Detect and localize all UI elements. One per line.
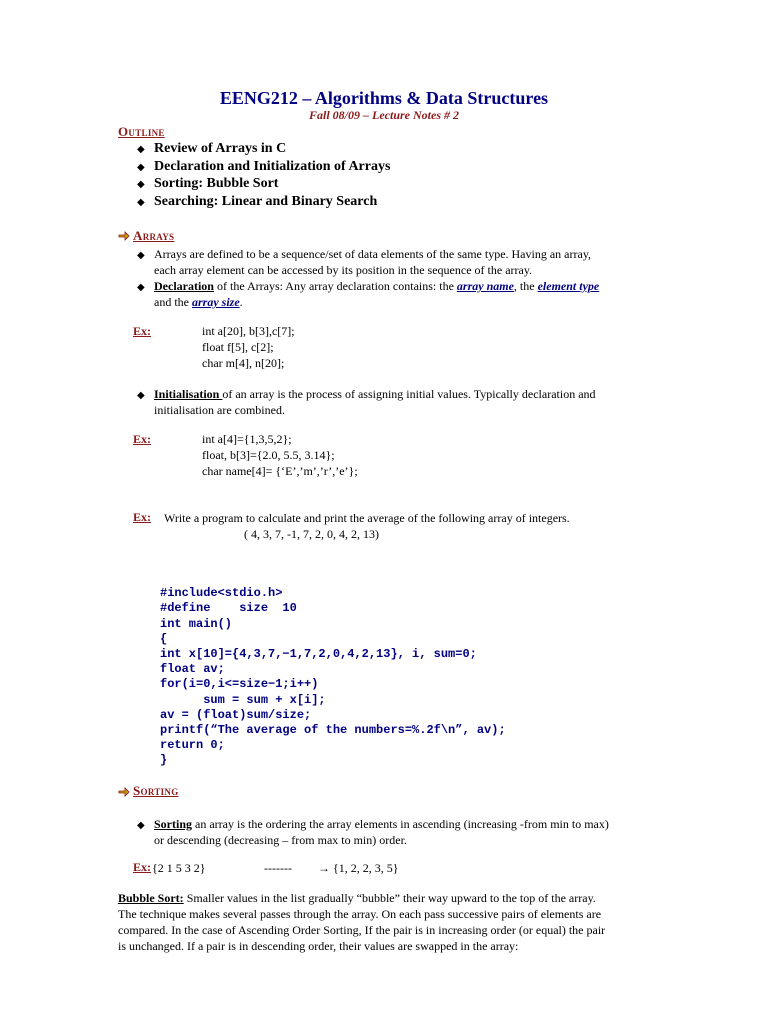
- outline-item: Declaration and Initialization of Arrays: [154, 159, 391, 174]
- code-line: return 0;: [160, 738, 225, 753]
- code-block: [160, 571, 506, 784]
- example-code-line: float f[5], c[2];: [202, 340, 274, 354]
- example-label: Ex:: [133, 510, 151, 524]
- arrays-definition-line2: each array element can be accessed by its position in the sequence of the array.: [154, 263, 533, 277]
- sorting-term: Sorting: [154, 817, 193, 831]
- sorting-heading: Sorting: [133, 783, 179, 798]
- sorting-example-output: → {1, 2, 2, 3, 5}: [318, 861, 399, 875]
- outline-item: Review of Arrays in C: [154, 141, 287, 156]
- sorting-example-dashes: -------: [264, 861, 292, 875]
- declaration-line2: and the array size.: [154, 295, 243, 309]
- code-line: sum = sum + x[i];: [160, 692, 326, 707]
- sorting-definition-line2: or descending (decreasing – from max to min) order.: [154, 833, 407, 847]
- example-code-line: int a[4]={1,3,5,2};: [202, 432, 292, 446]
- diamond-bullet-icon: ◆: [137, 820, 145, 831]
- example-code-line: int a[20], b[3],c[7];: [202, 324, 295, 338]
- code-line: {: [160, 631, 168, 646]
- pointing-hand-icon: [118, 230, 130, 242]
- array-size-term: array size: [192, 295, 240, 309]
- code-line: av = (float)sum/size;: [160, 707, 312, 722]
- diamond-bullet-icon: ◆: [137, 197, 145, 208]
- diamond-bullet-icon: ◆: [137, 179, 145, 190]
- array-name-term: array name: [456, 279, 514, 293]
- initialisation-term: Initialisation: [154, 387, 223, 401]
- example-code-line: float, b[3]={2.0, 5.5, 3.14};: [202, 448, 335, 462]
- outline-item: Sorting: Bubble Sort: [154, 176, 279, 191]
- arrays-definition-line1: Arrays are defined to be a sequence/set of data elements of the same type. Having an array,: [154, 247, 592, 261]
- diamond-bullet-icon: ◆: [137, 282, 145, 293]
- sorting-example-input: {2 1 5 3 2}: [152, 861, 206, 875]
- example-label: Ex:: [133, 860, 151, 874]
- code-line: }: [160, 753, 168, 768]
- outline-item: Searching: Linear and Binary Search: [154, 194, 378, 209]
- sorting-definition-line1: Sorting an array is the ordering the array elements in ascending (increasing -from min to max): [154, 817, 609, 831]
- bubble-sort-line1: Bubble Sort: Smaller values in the list gradually “bubble” their way upward to the top of the array.: [118, 891, 596, 905]
- pointing-hand-icon: [118, 786, 130, 798]
- arrays-heading: Arrays: [133, 228, 175, 243]
- bubble-sort-term: Bubble Sort:: [118, 891, 184, 905]
- initialisation-line1: Initialisation of an array is the process of assigning initial values. Typically declaration and: [154, 387, 596, 401]
- example-code-line: char m[4], n[20];: [202, 356, 285, 370]
- page-subtitle: Fall 08/09 – Lecture Notes # 2: [309, 108, 459, 122]
- code-line: #define size 10: [160, 601, 297, 616]
- diamond-bullet-icon: ◆: [137, 144, 145, 155]
- code-line: for(i=0,i<=size−1;i++): [160, 677, 319, 692]
- example-task-data: ( 4, 3, 7, -1, 7, 2, 0, 4, 2, 13): [244, 527, 379, 541]
- bubble-sort-line4: is unchanged. If a pair is in descending order, their values are swapped in the array:: [118, 939, 519, 953]
- code-line: #include<stdio.h>: [160, 586, 283, 601]
- declaration-line1: Declaration of the Arrays: Any array declaration contains: the array name, the element type: [154, 279, 600, 293]
- diamond-bullet-icon: ◆: [137, 390, 145, 401]
- example-code-line: char name[4]= {‘E’,’m’,’r’,’e’};: [202, 464, 358, 478]
- initialisation-line2: initialisation are combined.: [154, 403, 285, 417]
- example-label: Ex:: [133, 324, 151, 338]
- code-line: int x[10]={4,3,7,−1,7,2,0,4,2,13}, i, sum=0;: [160, 647, 477, 662]
- code-line: float av;: [160, 662, 225, 677]
- code-line: printf(“The average of the numbers=%.2f\n”, av);: [160, 723, 506, 738]
- diamond-bullet-icon: ◆: [137, 162, 145, 173]
- diamond-bullet-icon: ◆: [137, 250, 145, 261]
- code-line: int main(): [160, 616, 233, 631]
- bubble-sort-line2: The technique makes several passes through the array. On each pass successive pairs of elements are: [118, 907, 602, 921]
- outline-heading: Outline: [118, 124, 165, 139]
- bubble-sort-line3: compared. In the case of Ascending Order Sorting, If the pair is in increasing order (or equal) the pair: [118, 923, 606, 937]
- example-task-text: Write a program to calculate and print the average of the following array of integers.: [164, 511, 570, 525]
- element-type-term: element type: [537, 279, 600, 293]
- example-label: Ex:: [133, 432, 151, 446]
- page-title: EENG212 – Algorithms & Data Structures: [219, 88, 549, 108]
- declaration-term: Declaration: [154, 279, 214, 293]
